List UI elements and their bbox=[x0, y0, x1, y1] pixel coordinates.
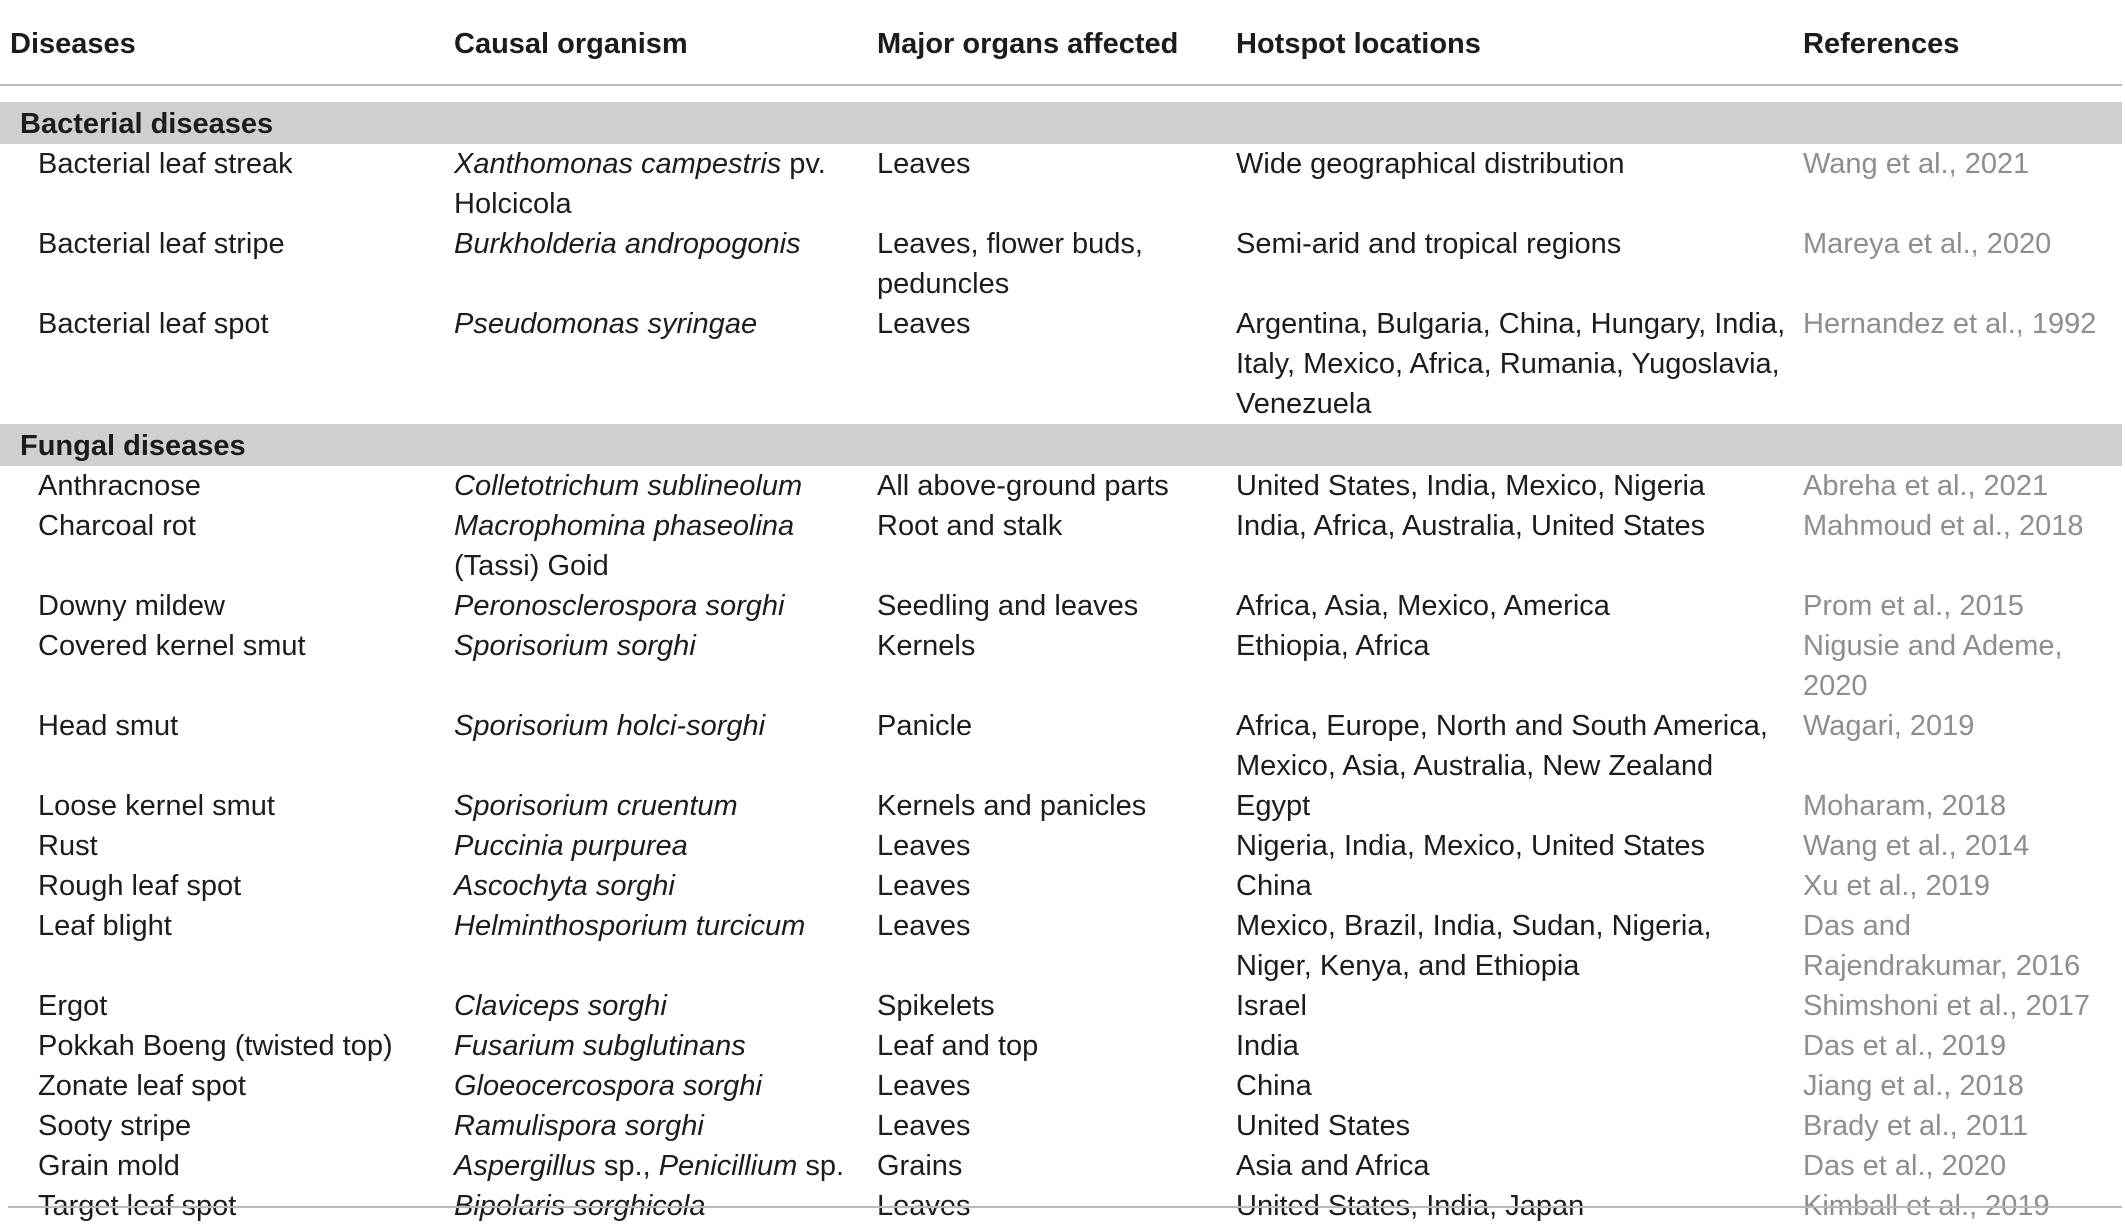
organism-suffix: (Tassi) Goid bbox=[454, 550, 609, 582]
reference-cell: Wagari, 2019 bbox=[1803, 710, 1975, 742]
table-row bbox=[0, 224, 2122, 304]
organs-cell: Leaves, flower buds, peduncles bbox=[877, 228, 1143, 300]
organism-cell bbox=[444, 506, 867, 586]
table-row bbox=[0, 506, 2122, 586]
disease-cell: Ergot bbox=[38, 990, 108, 1022]
reference-cell: Kimball et al., 2019 bbox=[1803, 1190, 2050, 1222]
locations-cell: Ethiopia, Africa bbox=[1236, 630, 1430, 662]
disease-cell: Covered kernel smut bbox=[38, 630, 306, 662]
organism-cell bbox=[444, 906, 867, 986]
locations-cell: United States bbox=[1236, 1110, 1411, 1142]
reference-cell: Prom et al., 2015 bbox=[1803, 590, 2024, 622]
reference-cell: Das et al., 2020 bbox=[1803, 1150, 2007, 1182]
organism-suffix: sp., bbox=[595, 1150, 659, 1182]
organs-cell: Leaves bbox=[877, 308, 971, 340]
locations-cell: Wide geographical distribution bbox=[1236, 148, 1625, 180]
organism-cell bbox=[444, 1026, 867, 1066]
reference-cell: Abreha et al., 2021 bbox=[1803, 470, 2049, 502]
organism-name-italic: Helminthosporium turcicum bbox=[454, 910, 806, 942]
organism-name-italic: Xanthomonas campestris bbox=[454, 148, 782, 180]
disease-cell: Head smut bbox=[38, 710, 179, 742]
organs-cell: Kernels bbox=[877, 630, 976, 662]
table-row bbox=[0, 144, 2122, 224]
organs-cell: Kernels and panicles bbox=[877, 790, 1147, 822]
locations-cell: China bbox=[1236, 870, 1312, 902]
organs-cell: Panicle bbox=[877, 710, 973, 742]
organism-name-italic: Gloeocercospora sorghi bbox=[454, 1070, 762, 1102]
organs-cell: Leaves bbox=[877, 870, 971, 902]
organs-cell: Leaves bbox=[877, 910, 971, 942]
table-row bbox=[0, 1146, 2122, 1186]
locations-cell: China bbox=[1236, 1070, 1312, 1102]
disease-cell: Bacterial leaf stripe bbox=[38, 228, 285, 260]
locations-cell: Mexico, Brazil, India, Sudan, Nigeria, Niger, Kenya, and Ethiopia bbox=[1236, 910, 1712, 982]
locations-cell: Israel bbox=[1236, 990, 1307, 1022]
reference-cell: Brady et al., 2011 bbox=[1803, 1110, 2029, 1142]
header-references: References bbox=[1793, 28, 2122, 85]
header-hotspot-locations: Hotspot locations bbox=[1226, 28, 1793, 85]
reference-cell: Xu et al., 2019 bbox=[1803, 870, 1991, 902]
organs-cell: Leaves bbox=[877, 148, 971, 180]
reference-cell: Moharam, 2018 bbox=[1803, 790, 2007, 822]
table-row bbox=[0, 866, 2122, 906]
disease-cell: Sooty stripe bbox=[38, 1110, 192, 1142]
locations-cell: United States, India, Mexico, Nigeria bbox=[1236, 470, 1706, 502]
organism-name-italic: Fusarium subglutinans bbox=[454, 1030, 746, 1062]
organism-suffix: pv. Holcicola bbox=[454, 148, 826, 220]
table-row bbox=[0, 1106, 2122, 1146]
disease-cell: Zonate leaf spot bbox=[38, 1070, 246, 1102]
disease-cell: Bacterial leaf spot bbox=[38, 308, 269, 340]
table-row bbox=[0, 906, 2122, 986]
disease-cell: Charcoal rot bbox=[38, 510, 196, 542]
organism-name-italic: Penicillium bbox=[658, 1150, 798, 1182]
table-row bbox=[0, 706, 2122, 786]
organs-cell: Spikelets bbox=[877, 990, 995, 1022]
organism-name-italic: Ramulispora sorghi bbox=[454, 1110, 704, 1142]
reference-cell: Mahmoud et al., 2018 bbox=[1803, 510, 2084, 542]
table-row bbox=[0, 826, 2122, 866]
reference-cell: Das et al., 2019 bbox=[1803, 1030, 2007, 1062]
organism-name-italic: Sporisorium cruentum bbox=[454, 790, 738, 822]
reference-cell: Wang et al., 2014 bbox=[1803, 830, 2030, 862]
table-body bbox=[0, 85, 2122, 1232]
disease-cell: Rust bbox=[38, 830, 98, 862]
organs-cell: All above-ground parts bbox=[877, 470, 1169, 502]
reference-cell: Das and Rajendrakumar, 2016 bbox=[1803, 910, 2081, 982]
organism-cell bbox=[444, 1066, 867, 1106]
disease-cell: Pokkah Boeng (twisted top) bbox=[38, 1030, 393, 1062]
organism-cell bbox=[444, 144, 867, 224]
section-title: Bacterial diseases bbox=[0, 102, 2122, 144]
disease-cell: Bacterial leaf streak bbox=[38, 148, 293, 180]
table-row bbox=[0, 1066, 2122, 1106]
reference-cell: Wang et al., 2021 bbox=[1803, 148, 2030, 180]
table-row bbox=[0, 626, 2122, 706]
organism-name-italic: Colletotrichum sublineolum bbox=[454, 470, 803, 502]
organs-cell: Seedling and leaves bbox=[877, 590, 1139, 622]
disease-cell: Rough leaf spot bbox=[38, 870, 242, 902]
organism-cell bbox=[444, 224, 867, 304]
organism-cell bbox=[444, 986, 867, 1026]
organism-name-italic: Aspergillus bbox=[454, 1150, 596, 1182]
disease-cell: Grain mold bbox=[38, 1150, 180, 1182]
disease-cell: Leaf blight bbox=[38, 910, 172, 942]
reference-cell: Shimshoni et al., 2017 bbox=[1803, 990, 2090, 1022]
organism-name-italic: Puccinia purpurea bbox=[454, 830, 688, 862]
reference-cell: Jiang et al., 2018 bbox=[1803, 1070, 2024, 1102]
organs-cell: Leaves bbox=[877, 1070, 971, 1102]
table-header bbox=[0, 28, 2122, 85]
header-causal-organism: Causal organism bbox=[444, 28, 867, 85]
disease-cell: Downy mildew bbox=[38, 590, 225, 622]
table-row bbox=[0, 304, 2122, 424]
organism-cell bbox=[444, 586, 867, 626]
header-diseases: Diseases bbox=[0, 28, 444, 85]
table-row bbox=[0, 1186, 2122, 1232]
header-major-organs: Major organs affected bbox=[867, 28, 1226, 85]
organism-cell bbox=[444, 786, 867, 826]
bottom-rule bbox=[8, 1206, 2122, 1208]
organs-cell: Root and stalk bbox=[877, 510, 1063, 542]
disease-cell: Loose kernel smut bbox=[38, 790, 275, 822]
organism-cell bbox=[444, 706, 867, 786]
table-row bbox=[0, 1026, 2122, 1066]
organism-cell bbox=[444, 826, 867, 866]
section-title: Fungal diseases bbox=[0, 424, 2122, 466]
organism-name-italic: Bipolaris sorghicola bbox=[454, 1190, 706, 1222]
organism-name-italic: Ascochyta sorghi bbox=[454, 870, 675, 902]
locations-cell: Nigeria, India, Mexico, United States bbox=[1236, 830, 1706, 862]
table-row bbox=[0, 466, 2122, 506]
reference-cell: Mareya et al., 2020 bbox=[1803, 228, 2052, 260]
organism-cell bbox=[444, 1146, 867, 1186]
locations-cell: Egypt bbox=[1236, 790, 1311, 822]
organs-cell: Leaves bbox=[877, 830, 971, 862]
organism-cell bbox=[444, 1186, 867, 1232]
reference-cell: Nigusie and Ademe, 2020 bbox=[1803, 630, 2063, 702]
organism-name-italic: Sporisorium sorghi bbox=[454, 630, 696, 662]
organism-name-italic: Pseudomonas syringae bbox=[454, 308, 758, 340]
section-header bbox=[0, 424, 2122, 466]
table-row bbox=[0, 986, 2122, 1026]
organism-name-italic: Burkholderia andropogonis bbox=[454, 228, 801, 260]
locations-cell: Asia and Africa bbox=[1236, 1150, 1430, 1182]
table-row bbox=[0, 586, 2122, 626]
organism-cell bbox=[444, 866, 867, 906]
table-row bbox=[0, 786, 2122, 826]
organism-name-italic: Sporisorium holci-sorghi bbox=[454, 710, 766, 742]
disease-cell: Anthracnose bbox=[38, 470, 201, 502]
locations-cell: Semi-arid and tropical regions bbox=[1236, 228, 1622, 260]
locations-cell: India bbox=[1236, 1030, 1299, 1062]
disease-table bbox=[0, 28, 2122, 1232]
organs-cell: Leaf and top bbox=[877, 1030, 1039, 1062]
organism-cell bbox=[444, 626, 867, 706]
organism-name-italic: Peronosclerospora sorghi bbox=[454, 590, 785, 622]
organs-cell: Leaves bbox=[877, 1190, 971, 1222]
header-spacer bbox=[0, 85, 2122, 102]
organs-cell: Grains bbox=[877, 1150, 963, 1182]
locations-cell: Africa, Europe, North and South America, Mexico, Asia, Australia, New Zealand bbox=[1236, 710, 1768, 782]
reference-cell: Hernandez et al., 1992 bbox=[1803, 308, 2097, 340]
organism-cell bbox=[444, 304, 867, 424]
section-header bbox=[0, 102, 2122, 144]
organism-name-italic: Macrophomina phaseolina bbox=[454, 510, 795, 542]
organism-name-italic: Claviceps sorghi bbox=[454, 990, 667, 1022]
locations-cell: United States, India, Japan bbox=[1236, 1190, 1585, 1222]
disease-cell: Target leaf spot bbox=[38, 1190, 237, 1222]
locations-cell: Argentina, Bulgaria, China, Hungary, India, Italy, Mexico, Africa, Rumania, Yugoslavia, Venezuela bbox=[1236, 308, 1786, 420]
organism-cell bbox=[444, 466, 867, 506]
locations-cell: India, Africa, Australia, United States bbox=[1236, 510, 1706, 542]
organs-cell: Leaves bbox=[877, 1110, 971, 1142]
organism-cell bbox=[444, 1106, 867, 1146]
locations-cell: Africa, Asia, Mexico, America bbox=[1236, 590, 1610, 622]
organism-suffix: sp. bbox=[797, 1150, 845, 1182]
